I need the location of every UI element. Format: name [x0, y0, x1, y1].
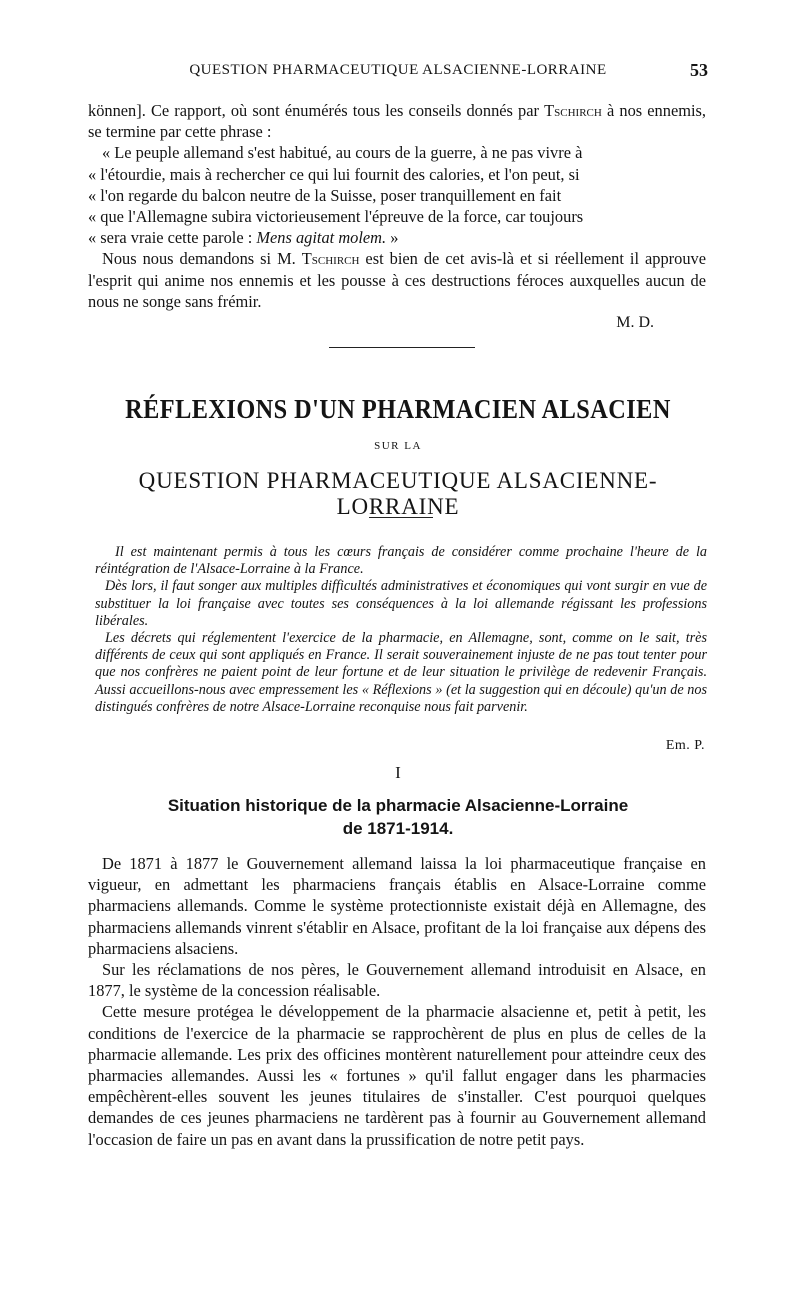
line-text: à nos ennemis, se termine par cette phrase : — [88, 101, 706, 142]
page-number: 53 — [690, 60, 708, 80]
top-text-block — [88, 100, 706, 332]
paragraph — [88, 248, 706, 312]
quote-line: « l'étourdie, mais à rechercher ce qui lui fournit des calories, et l'on peut, si — [88, 164, 580, 184]
running-title: QUESTION PHARMACEUTIQUE ALSACIENNE-LORRAINE — [189, 62, 607, 78]
body-paragraph: De 1871 à 1877 le Gouvernement allemand laissa la loi pharmaceutique française en vigueur, en admettant les pharmaciens français établis en Alsace-Lorraine comme pharmaciens allemands. Comme le système protectionniste existait déjà en Allemagne, des pharmaciens allemands vinrent s'établir en Alsace, profitant de la loi française aux dépens des pharmaciens alsaciens. — [88, 854, 706, 958]
text: Nous nous demandons si M. — [102, 249, 302, 269]
article-title-connector: SUR LA — [374, 440, 422, 452]
title-divider — [369, 517, 433, 518]
author-name: Tschirch — [544, 101, 602, 120]
article-body — [88, 853, 706, 1150]
body-paragraph: Sur les réclamations de nos pères, le Gouvernement allemand introduisit en Alsace, en 1877, le système de la concession réalisable. — [88, 960, 706, 1001]
running-header — [88, 60, 708, 82]
quote-text: « sera vraie cette parole : — [88, 228, 257, 248]
author-name: Tschirch — [301, 249, 360, 269]
quote-line-last — [88, 227, 706, 248]
intro-paragraph: Les décrets qui réglementent l'exercice de la pharmacie, en Allemagne, sont, comme on le sait, très différents de ceux qui sont appliqués en France. Il serait souverainement injuste de ne pas tout tenter pour que nos confrères ne paient point de leur fortune et de leur situation le privilège de redevenir Français. Aussi accueillons-nous avec empressement les « Réflexions » (et la suggestion qui en découle) qu'un de nos distingués confrères de notre Alsace-Lorraine reconquise nous fait parvenir. — [95, 630, 707, 715]
article-title: RÉFLEXIONS D'UN PHARMACIEN ALSACIEN — [125, 394, 671, 424]
signature: M. D. — [616, 314, 654, 332]
quote-line: « Le peuple allemand s'est habitué, au cours de la guerre, à ne pas vivre à — [102, 143, 583, 163]
section-divider — [329, 347, 475, 348]
text: est bien de cet avis-là et si réellement il approuve l'esprit qui anime nos ennemis et les pousse à ces destructions féroces auxquelles aucun de nous ne songe sans frémir. — [88, 249, 706, 311]
quote-close: » — [386, 228, 399, 248]
section-heading — [88, 794, 708, 840]
line-text: können]. Ce rapport, où sont énumérés tous les conseils donnés par — [88, 101, 545, 120]
editorial-intro — [95, 544, 707, 716]
intro-paragraph: Il est maintenant permis à tous les cœurs français de considérer comme prochaine l'heure de la réintégration de l'Alsace-Lorraine à la France. — [95, 544, 707, 578]
body-paragraph: Cette mesure protégea le développement de la pharmacie alsacienne et, petit à petit, les conditions de l'exercice de la pharmacie se rapprochèrent de plus en plus de celles de la pharmacie allemande. Les prix des officines montèrent naturellement pour atteindre ceux des pharmacies allemandes. Aussi les « fortunes » qu'il fallut engager dans les pharmacies empêchèrent-elles souvent les jeunes titulaires de s'installer. C'est pourquoi quelques demandes de ces jeunes pharmaciens ne tardèrent pas à fournir au Gouvernement allemand l'occasion de faire un pas en avant dans la prussification de notre petit pays. — [88, 1002, 706, 1149]
article-subtitle: QUESTION PHARMACEUTIQUE ALSACIENNE-LORRAINE — [138, 468, 658, 519]
latin-quote: Mens agitat molem. — [256, 228, 387, 248]
section-heading-line: Situation historique de la pharmacie Alsacienne-Lorraine — [167, 796, 629, 815]
intro-paragraph: Dès lors, il faut songer aux multiples difficultés administratives et économiques qui vont surgir en vue de substituer la loi française avec toutes ses conséquences à la loi allemande régissant les professions libérales. — [95, 578, 707, 629]
quotation — [88, 142, 706, 248]
paragraph-continuation — [88, 100, 706, 142]
quote-line: « l'on regarde du balcon neutre de la Suisse, poser tranquillement en fait — [88, 185, 562, 205]
quote-line: « que l'Allemagne subira victorieusement l'épreuve de la force, car toujours — [88, 207, 584, 227]
section-numeral: I — [395, 763, 401, 782]
section-heading-line: de 1871-1914. — [342, 819, 454, 838]
intro-signature: Em. P. — [665, 738, 705, 753]
